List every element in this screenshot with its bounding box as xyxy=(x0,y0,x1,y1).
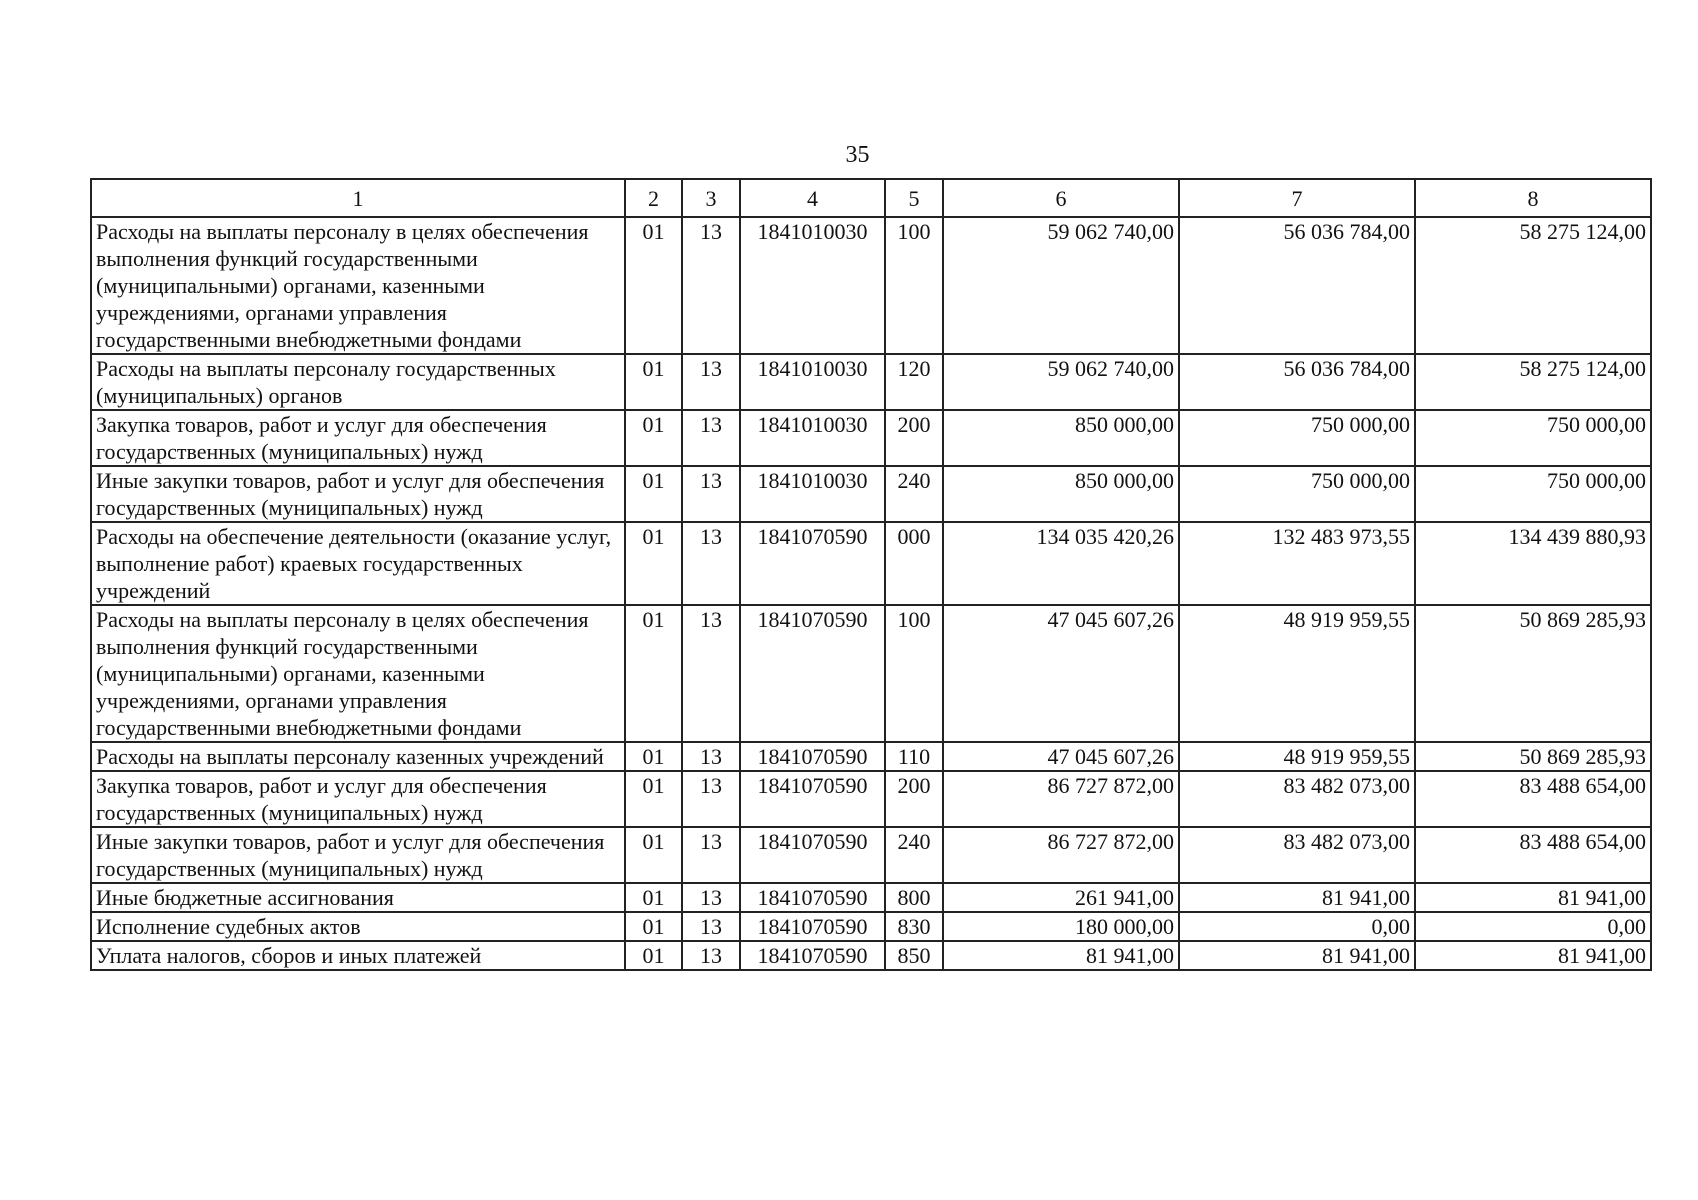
target-article-cell: 1841070590 xyxy=(740,742,885,771)
amount-col6-cell: 850 000,00 xyxy=(943,466,1179,522)
subsection-code-cell: 13 xyxy=(682,605,740,742)
amount-col6-cell: 134 035 420,26 xyxy=(943,522,1179,605)
table-body xyxy=(91,217,1651,970)
amount-col7-cell: 81 941,00 xyxy=(1179,883,1415,912)
section-code-cell: 01 xyxy=(625,771,682,827)
expense-name-cell: Иные закупки товаров, работ и услуг для обеспечения государственных (муниципальных) нужд xyxy=(91,466,625,522)
amount-col7-cell: 750 000,00 xyxy=(1179,410,1415,466)
expense-name-cell: Закупка товаров, работ и услуг для обеспечения государственных (муниципальных) нужд xyxy=(91,410,625,466)
subsection-code-cell: 13 xyxy=(682,217,740,354)
amount-col6-cell: 850 000,00 xyxy=(943,410,1179,466)
expense-type-cell: 240 xyxy=(885,827,943,883)
expense-name-cell: Расходы на выплаты персоналу государственных (муниципальных) органов xyxy=(91,354,625,410)
subsection-code-cell: 13 xyxy=(682,771,740,827)
section-code-cell: 01 xyxy=(625,827,682,883)
amount-col8-cell: 83 488 654,00 xyxy=(1415,771,1651,827)
section-code-cell: 01 xyxy=(625,354,682,410)
expense-type-cell: 110 xyxy=(885,742,943,771)
expense-type-cell: 240 xyxy=(885,466,943,522)
target-article-cell: 1841070590 xyxy=(740,827,885,883)
expense-name-cell: Расходы на выплаты персоналу казенных учреждений xyxy=(91,742,625,771)
target-article-cell: 1841010030 xyxy=(740,466,885,522)
section-code-cell: 01 xyxy=(625,605,682,742)
column-header: 5 xyxy=(885,179,943,217)
section-code-cell: 01 xyxy=(625,522,682,605)
page-number: 35 xyxy=(845,142,870,168)
expense-name-cell: Иные бюджетные ассигнования xyxy=(91,883,625,912)
section-code-cell: 01 xyxy=(625,883,682,912)
column-header: 4 xyxy=(740,179,885,217)
table-row xyxy=(91,466,1651,522)
amount-col8-cell: 0,00 xyxy=(1415,912,1651,941)
section-code-cell: 01 xyxy=(625,742,682,771)
target-article-cell: 1841010030 xyxy=(740,217,885,354)
expense-name-cell: Расходы на обеспечение деятельности (оказание услуг, выполнение работ) краевых государственных учреждений xyxy=(91,522,625,605)
table-row xyxy=(91,742,1651,771)
amount-col6-cell: 59 062 740,00 xyxy=(943,354,1179,410)
amount-col8-cell: 58 275 124,00 xyxy=(1415,217,1651,354)
expense-type-cell: 000 xyxy=(885,522,943,605)
amount-col6-cell: 59 062 740,00 xyxy=(943,217,1179,354)
amount-col7-cell: 83 482 073,00 xyxy=(1179,771,1415,827)
amount-col6-cell: 81 941,00 xyxy=(943,941,1179,970)
target-article-cell: 1841070590 xyxy=(740,605,885,742)
amount-col6-cell: 86 727 872,00 xyxy=(943,771,1179,827)
amount-col7-cell: 56 036 784,00 xyxy=(1179,354,1415,410)
header-row xyxy=(91,179,1651,217)
amount-col7-cell: 750 000,00 xyxy=(1179,466,1415,522)
amount-col6-cell: 47 045 607,26 xyxy=(943,742,1179,771)
subsection-code-cell: 13 xyxy=(682,354,740,410)
section-code-cell: 01 xyxy=(625,410,682,466)
amount-col8-cell: 750 000,00 xyxy=(1415,410,1651,466)
expense-type-cell: 850 xyxy=(885,941,943,970)
target-article-cell: 1841070590 xyxy=(740,912,885,941)
amount-col7-cell: 48 919 959,55 xyxy=(1179,605,1415,742)
expense-name-cell: Закупка товаров, работ и услуг для обеспечения государственных (муниципальных) нужд xyxy=(91,771,625,827)
column-header: 7 xyxy=(1179,179,1415,217)
amount-col8-cell: 81 941,00 xyxy=(1415,883,1651,912)
table-row xyxy=(91,941,1651,970)
subsection-code-cell: 13 xyxy=(682,912,740,941)
expense-name-cell: Уплата налогов, сборов и иных платежей xyxy=(91,941,625,970)
table-row xyxy=(91,912,1651,941)
table-row xyxy=(91,217,1651,354)
amount-col6-cell: 261 941,00 xyxy=(943,883,1179,912)
expense-type-cell: 830 xyxy=(885,912,943,941)
column-header: 6 xyxy=(943,179,1179,217)
amount-col6-cell: 86 727 872,00 xyxy=(943,827,1179,883)
expense-type-cell: 120 xyxy=(885,354,943,410)
target-article-cell: 1841070590 xyxy=(740,883,885,912)
table-row xyxy=(91,883,1651,912)
table-row xyxy=(91,827,1651,883)
table-row xyxy=(91,410,1651,466)
expense-name-cell: Иные закупки товаров, работ и услуг для обеспечения государственных (муниципальных) нужд xyxy=(91,827,625,883)
amount-col7-cell: 132 483 973,55 xyxy=(1179,522,1415,605)
section-code-cell: 01 xyxy=(625,217,682,354)
expense-name-cell: Исполнение судебных актов xyxy=(91,912,625,941)
column-header: 3 xyxy=(682,179,740,217)
expense-type-cell: 800 xyxy=(885,883,943,912)
amount-col8-cell: 750 000,00 xyxy=(1415,466,1651,522)
amount-col8-cell: 50 869 285,93 xyxy=(1415,742,1651,771)
target-article-cell: 1841070590 xyxy=(740,941,885,970)
column-header: 1 xyxy=(91,179,625,217)
subsection-code-cell: 13 xyxy=(682,410,740,466)
table-row xyxy=(91,354,1651,410)
amount-col7-cell: 56 036 784,00 xyxy=(1179,217,1415,354)
section-code-cell: 01 xyxy=(625,941,682,970)
amount-col8-cell: 58 275 124,00 xyxy=(1415,354,1651,410)
expense-type-cell: 200 xyxy=(885,410,943,466)
expense-name-cell: Расходы на выплаты персоналу в целях обеспечения выполнения функций государственными (муниципальными) органами, казенными учреждениями, органами управления государственными внебюджетными фондами xyxy=(91,217,625,354)
amount-col7-cell: 81 941,00 xyxy=(1179,941,1415,970)
subsection-code-cell: 13 xyxy=(682,883,740,912)
subsection-code-cell: 13 xyxy=(682,742,740,771)
amount-col7-cell: 0,00 xyxy=(1179,912,1415,941)
amount-col6-cell: 47 045 607,26 xyxy=(943,605,1179,742)
subsection-code-cell: 13 xyxy=(682,466,740,522)
section-code-cell: 01 xyxy=(625,466,682,522)
target-article-cell: 1841070590 xyxy=(740,771,885,827)
amount-col7-cell: 83 482 073,00 xyxy=(1179,827,1415,883)
subsection-code-cell: 13 xyxy=(682,827,740,883)
expense-type-cell: 100 xyxy=(885,217,943,354)
expense-type-cell: 100 xyxy=(885,605,943,742)
target-article-cell: 1841070590 xyxy=(740,522,885,605)
budget-table xyxy=(90,178,1652,971)
amount-col6-cell: 180 000,00 xyxy=(943,912,1179,941)
target-article-cell: 1841010030 xyxy=(740,354,885,410)
column-header: 8 xyxy=(1415,179,1651,217)
expense-type-cell: 200 xyxy=(885,771,943,827)
amount-col7-cell: 48 919 959,55 xyxy=(1179,742,1415,771)
amount-col8-cell: 83 488 654,00 xyxy=(1415,827,1651,883)
amount-col8-cell: 134 439 880,93 xyxy=(1415,522,1651,605)
amount-col8-cell: 50 869 285,93 xyxy=(1415,605,1651,742)
section-code-cell: 01 xyxy=(625,912,682,941)
expense-name-cell: Расходы на выплаты персоналу в целях обеспечения выполнения функций государственными (муниципальными) органами, казенными учреждениями, органами управления государственными внебюджетными фондами xyxy=(91,605,625,742)
table-row xyxy=(91,771,1651,827)
subsection-code-cell: 13 xyxy=(682,522,740,605)
target-article-cell: 1841010030 xyxy=(740,410,885,466)
table-row xyxy=(91,522,1651,605)
column-header: 2 xyxy=(625,179,682,217)
table-row xyxy=(91,605,1651,742)
subsection-code-cell: 13 xyxy=(682,941,740,970)
amount-col8-cell: 81 941,00 xyxy=(1415,941,1651,970)
